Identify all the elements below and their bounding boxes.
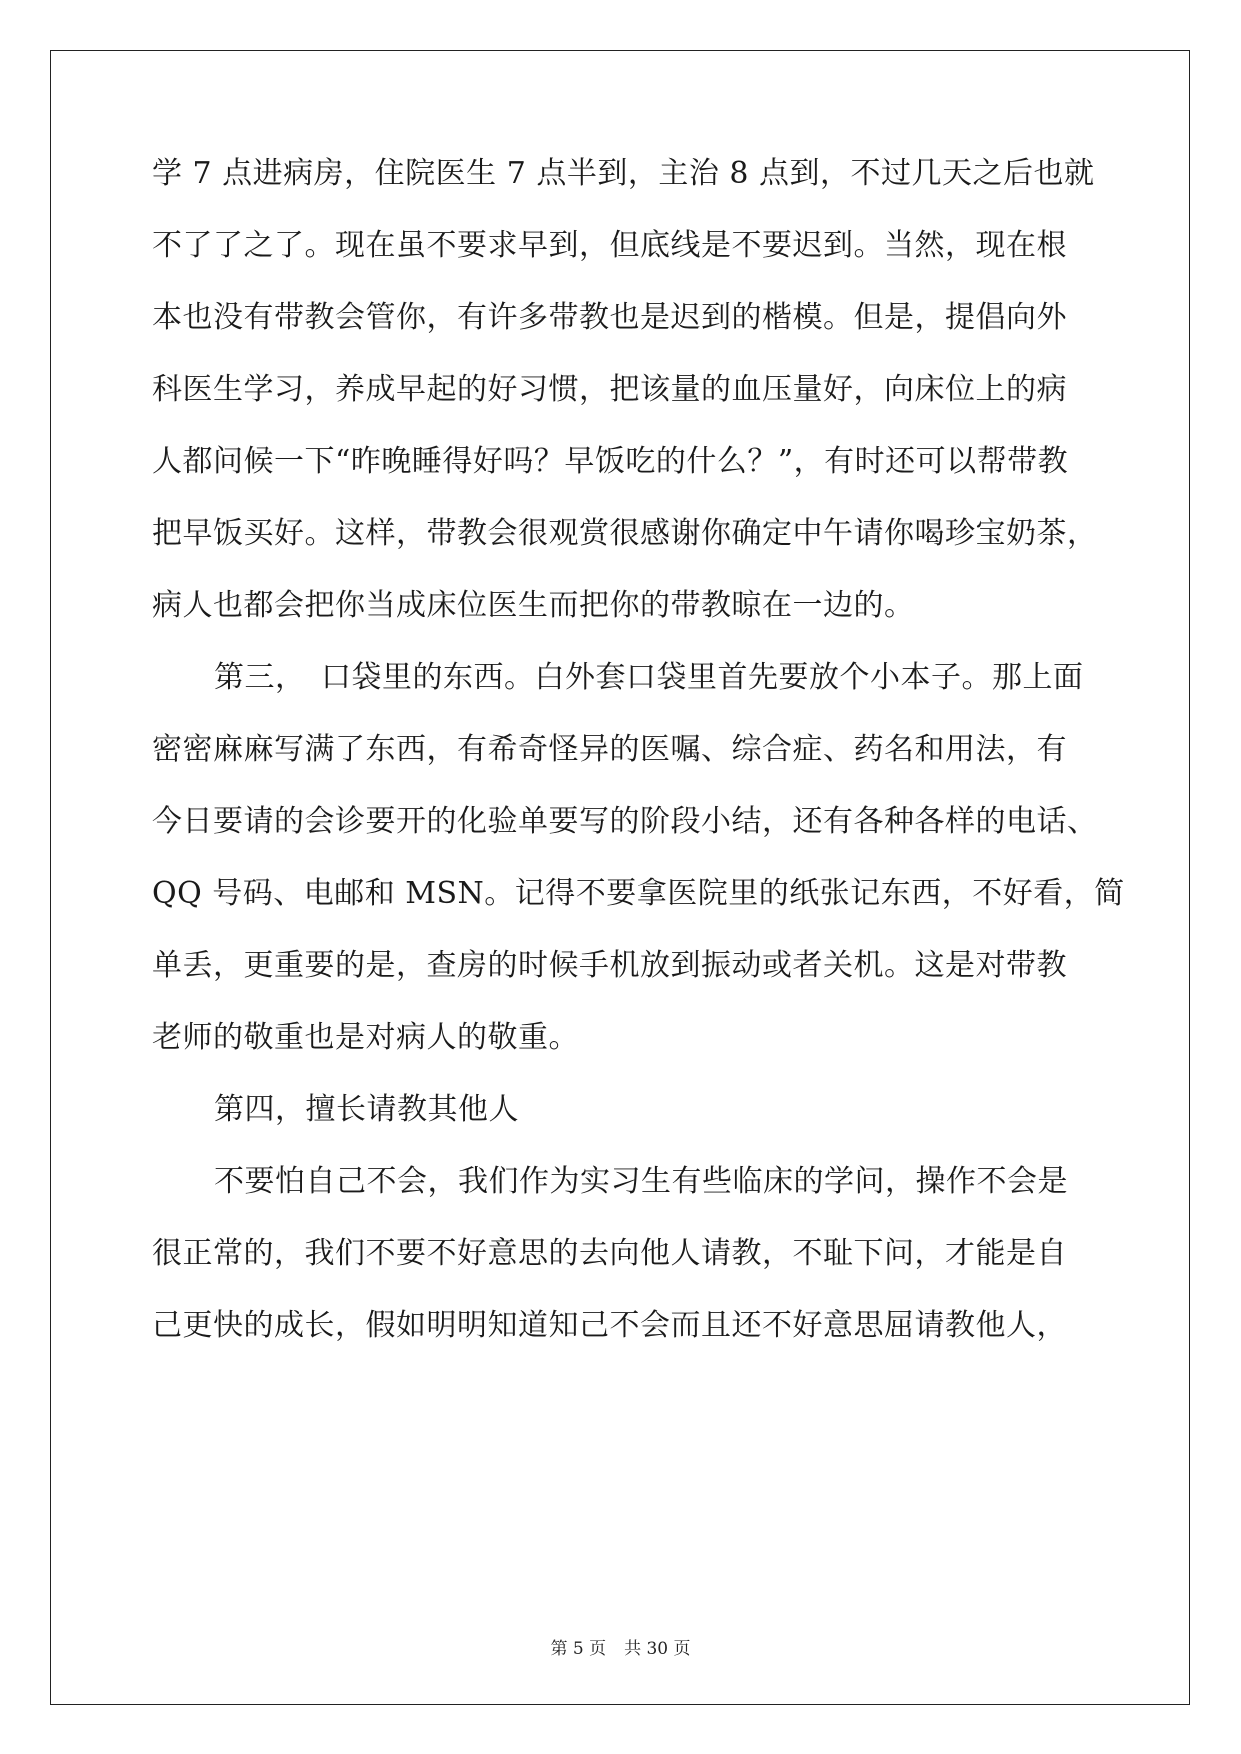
page-footer: [0, 1637, 1241, 1661]
text-line: 病人也都会把你当成床位医生而把你的带教晾在一边的。: [152, 588, 915, 623]
text-line: 今日要请的会诊要开的化验单要写的阶段小结，还有各种各样的电话、: [152, 804, 1098, 839]
text-line: 很正常的，我们不要不好意思的去向他人请教，不耻下问，才能是自: [152, 1236, 1067, 1271]
text-line: 不了了之了。现在虽不要求早到，但底线是不要迟到。当然，现在根: [152, 228, 1067, 263]
text-line: 把早饭买好。这样，带教会很观赏很感谢你确定中午请你喝珍宝奶茶，: [152, 516, 1098, 551]
text-line: 科医生学习，养成早起的好习惯，把该量的血压量好，向床位上的病: [152, 372, 1067, 407]
text-line: 老师的敬重也是对病人的敬重。: [152, 1020, 579, 1055]
text-line: 本也没有带教会管你，有许多带教也是迟到的楷模。但是，提倡向外: [152, 300, 1067, 335]
text-line: 不要怕自己不会，我们作为实习生有些临床的学问，操作不会是: [214, 1164, 1068, 1199]
text-line: QQ 号码、电邮和 MSN。记得不要拿医院里的纸张记东西，不好看，简: [152, 876, 1125, 911]
text-line: 人都问候一下“昨晚睡得好吗？早饭吃的什么？”，有时还可以帮带教: [152, 444, 1069, 479]
paragraph-heading-fourth: 第四，擅长请教其他人: [214, 1092, 519, 1127]
page-number: 第 5 页: [550, 1639, 607, 1659]
text-line: 单丢，更重要的是，查房的时候手机放到振动或者关机。这是对带教: [152, 948, 1067, 983]
text-line: 学 7 点进病房，住院医生 7 点半到，主治 8 点到，不过几天之后也就: [152, 156, 1095, 191]
text-line: 密密麻麻写满了东西，有希奇怪异的医嘱、综合症、药名和用法，有: [152, 732, 1067, 767]
text-line: 己更快的成长，假如明明知道知己不会而且还不好意思屈请教他人，: [152, 1308, 1067, 1343]
paragraph-heading-third: 第三， 口袋里的东西。白外套口袋里首先要放个小本子。那上面: [214, 660, 1084, 695]
page-total: 共 30 页: [624, 1639, 691, 1659]
